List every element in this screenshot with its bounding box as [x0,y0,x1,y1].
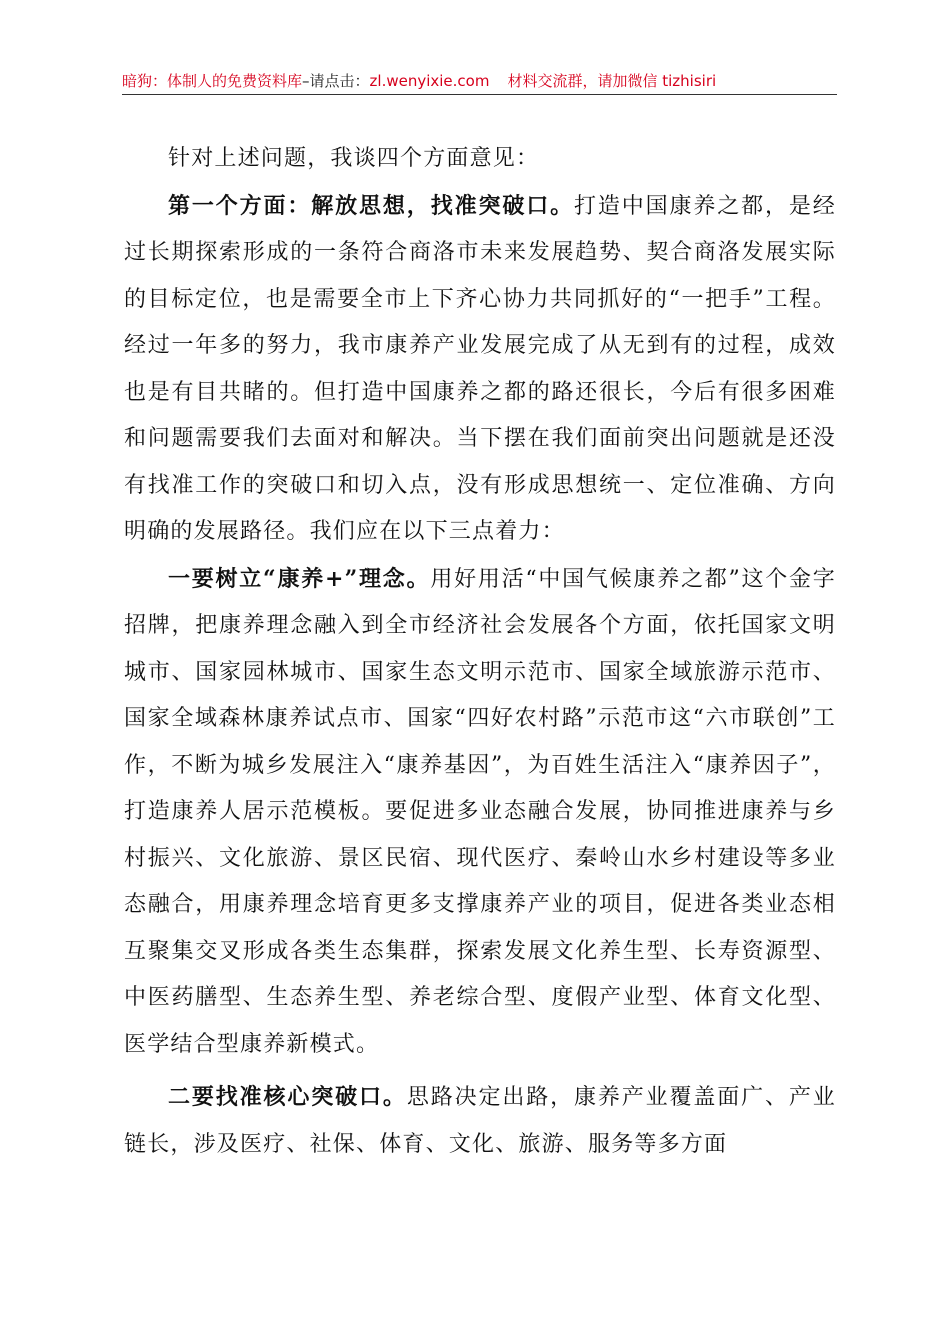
point-two-heading: 二要找准核心突破口。 [168,1084,407,1110]
intro-text: 针对上述问题，我谈四个方面意见： [168,146,540,171]
point-two-paragraph [124,1074,836,1168]
section-one-heading: 第一个方面：解放思想，找准突破口。 [168,192,574,219]
site-name: 暗狗：体制人的免费资料库 [122,72,303,90]
section-one-paragraph [124,183,836,556]
section-one-text: 打造中国康养之都，是经过长期探索形成的一条符合商洛市未来发展趋势、契合商洛发展实际的目标定位，也是需要全市上下齐心协力共同抓好的“一把手”工程。经过一年多的努力，我市康养产业发展完成了从无到有的过程，成效也是有目共睹的。但打造中国康养之都的路还很长，今后有很多困难和问题需要我们去面对和解决。当下摆在我们面前突出问题就是还没有找准工作的突破口和切入点，没有形成思想统一、定位准确、方向明确的发展路径。我们应在以下三点着力： [124,193,836,544]
site-url-link[interactable]: zl.wenyixie.com [369,72,490,90]
point-one-heading: 一要树立“康养+”理念。 [168,565,431,592]
point-one-text: 用好用活“中国气候康养之都”这个金字招牌，把康养理念融入到全市经济社会发展各个方面，依托国家文明城市、国家园林城市、国家生态文明示范市、国家全域旅游示范市、国家全域森林康养试点市、国家“四好农村路”示范市这“六市联创”工作，不断为城乡发展注入“康养基因”，为百姓生活注入“康养因子”，打造康养人居示范模板。要促进多业态融合发展，协同推进康养与乡村振兴、文化旅游、景区民宿、现代医疗、秦岭山水乡村建设等多业态融合，用康养理念培育更多支撑康养产业的项目，促进各类业态相互聚集交叉形成各类生态集群，探索发展文化养生型、长寿资源型、中医药膳型、生态养生型、养老综合型、度假产业型、体育文化型、医学结合型康养新模式。 [124,566,836,1057]
intro-paragraph [124,136,836,183]
group-contact-text: 材料交流群，请加微信 tizhisiri [507,72,717,90]
header-divider [122,94,837,95]
page-header [122,70,837,92]
point-one-paragraph [124,556,836,1069]
click-prompt: –请点击： [302,72,370,90]
document-body [124,136,836,1168]
point-two-text: 思路决定出路，康养产业覆盖面广、产业链长，涉及医疗、社保、体育、文化、旅游、服务等多方面 [124,1085,836,1157]
